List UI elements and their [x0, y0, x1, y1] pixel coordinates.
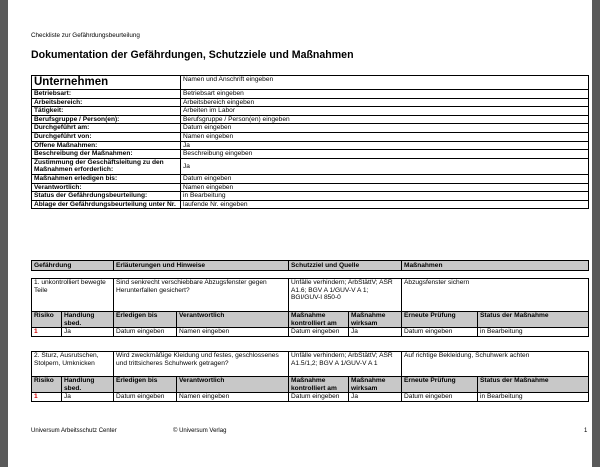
info-value[interactable]: Datum eingeben — [181, 174, 589, 183]
sub-risiko: Risiko — [32, 377, 62, 393]
info-value[interactable]: Berufsgruppe / Person(en) eingeben — [181, 115, 589, 124]
hazard-block-2 — [31, 351, 589, 402]
sub-status: Status der Maßnahme — [478, 312, 589, 328]
info-value[interactable]: in Bearbeitung — [181, 192, 589, 201]
sub-risiko: Risiko — [32, 312, 62, 328]
sub-wirksam: Maßnahme wirksam — [349, 377, 402, 393]
col-erlaeuterungen: Erläuterungen und Hinweise — [114, 261, 289, 271]
info-label: Tätigkeit: — [32, 107, 181, 116]
sub-pruefung: Erneute Prüfung — [402, 377, 478, 393]
unternehmen-label: Unternehmen — [32, 76, 181, 90]
hazard-protection-goal: Unfälle verhindern; ArbStättV; ASR A1.6; BGV A 1/GUV-V A 1; BGI/GUV-I 850-0 — [289, 279, 402, 312]
wirksam-value[interactable]: Ja — [349, 328, 402, 337]
sub-handlung: Handlung sbed. — [62, 312, 114, 328]
info-label: Beschreibung der Maßnahmen: — [32, 150, 181, 159]
info-label: Status der Gefährdungsbeurteilung: — [32, 192, 181, 201]
unternehmen-value[interactable]: Namen und Anschrift eingeben — [181, 76, 589, 90]
info-value[interactable]: Namen eingeben — [181, 183, 589, 192]
verantwortlich-value[interactable]: Namen eingeben — [177, 328, 289, 337]
hazard-explanation: Sind senkrecht verschiebbare Abzugsfenster gegen Herunterfallen gesichert? — [114, 279, 289, 312]
sub-verantwortlich: Verantwortlich — [177, 312, 289, 328]
sub-verantwortlich: Verantwortlich — [177, 377, 289, 393]
sub-erledigen: Erledigen bis — [114, 377, 177, 393]
erledigen-value[interactable]: Datum eingeben — [114, 393, 177, 402]
wirksam-value[interactable]: Ja — [349, 393, 402, 402]
page-number: 1 — [584, 428, 588, 434]
sub-pruefung: Erneute Prüfung — [402, 312, 478, 328]
hazard-name: 2. Sturz, Ausrutschen, Stolpern, Umknicken — [32, 352, 114, 377]
hazard-values-row — [32, 393, 589, 402]
info-label: Verantwortlich: — [32, 183, 181, 192]
info-row — [32, 158, 589, 174]
info-row — [32, 192, 589, 201]
info-label: Zustimmung der Geschäftsleitung zu den Maßnahmen erforderlich: — [32, 158, 181, 174]
info-row — [32, 90, 589, 99]
info-label: Arbeitsbereich: — [32, 98, 181, 107]
info-value[interactable]: laufende Nr. eingeben — [181, 200, 589, 209]
document-title: Dokumentation der Gefährdungen, Schutzziele und Maßnahmen — [31, 49, 354, 61]
info-value[interactable]: Beschreibung eingeben — [181, 150, 589, 159]
hazard-protection-goal: Unfälle verhindern; ArbStättV; ASR A1.5/1,2; BGV A 1/GUV-V A 1 — [289, 352, 402, 377]
status-value[interactable]: in Bearbeitung — [478, 328, 589, 337]
info-label: Durchgeführt am: — [32, 124, 181, 133]
sub-wirksam: Maßnahme wirksam — [349, 312, 402, 328]
hazard-description-row — [32, 279, 589, 312]
info-value[interactable]: Arbeiten im Labor — [181, 107, 589, 116]
hazard-subheader-row — [32, 312, 589, 328]
sub-erledigen: Erledigen bis — [114, 312, 177, 328]
info-value[interactable]: Ja — [181, 158, 589, 174]
info-row — [32, 107, 589, 116]
hazard-measure[interactable]: Abzugsfenster sichern — [402, 279, 589, 312]
info-row — [32, 200, 589, 209]
col-massnahmen: Maßnahmen — [402, 261, 589, 271]
verantwortlich-value[interactable]: Namen eingeben — [177, 393, 289, 402]
info-label: Betriebsart: — [32, 90, 181, 99]
info-value[interactable]: Namen eingeben — [181, 132, 589, 141]
sub-handlung: Handlung sbed. — [62, 377, 114, 393]
risk-value[interactable]: 1 — [32, 393, 62, 402]
info-row — [32, 174, 589, 183]
info-value[interactable]: Datum eingeben — [181, 124, 589, 133]
risk-value[interactable]: 1 — [32, 328, 62, 337]
hazard-column-header — [31, 260, 589, 271]
kontrolliert-value[interactable]: Datum eingeben — [289, 393, 349, 402]
info-value[interactable]: Betriebsart eingeben — [181, 90, 589, 99]
document-page — [8, 0, 592, 467]
col-gefaehrdung: Gefährdung — [32, 261, 114, 271]
info-label: Maßnahmen erledigen bis: — [32, 174, 181, 183]
pruefung-value[interactable]: Datum eingeben — [402, 393, 478, 402]
sub-kontrolliert: Maßnahme kontrolliert am — [289, 377, 349, 393]
info-label: Berufsgruppe / Person(en): — [32, 115, 181, 124]
company-info-table — [31, 75, 589, 209]
info-label: Offene Maßnahmen: — [32, 141, 181, 150]
info-value[interactable]: Ja — [181, 141, 589, 150]
info-row — [32, 132, 589, 141]
info-row — [32, 141, 589, 150]
info-label: Durchgeführt von: — [32, 132, 181, 141]
hazard-block-1 — [31, 278, 589, 337]
info-row — [32, 115, 589, 124]
hazard-explanation: Wird zweckmäßige Kleidung und festes, geschlossenes und trittsicheres Schuhwerk getragen? — [114, 352, 289, 377]
info-row — [32, 183, 589, 192]
hazard-values-row — [32, 328, 589, 337]
pruefung-value[interactable]: Datum eingeben — [402, 328, 478, 337]
hazard-measure[interactable]: Auf richtige Bekleidung, Schuhwerk achten — [402, 352, 589, 377]
col-schutzziel: Schutzziel und Quelle — [289, 261, 402, 271]
footer-copyright: © Universum Verlag — [173, 428, 227, 434]
hazard-name: 1. unkontrolliert bewegte Teile — [32, 279, 114, 312]
kontrolliert-value[interactable]: Datum eingeben — [289, 328, 349, 337]
info-row — [32, 98, 589, 107]
info-value[interactable]: Arbeitsbereich eingeben — [181, 98, 589, 107]
handlung-value[interactable]: Ja — [62, 393, 114, 402]
erledigen-value[interactable]: Datum eingeben — [114, 328, 177, 337]
info-row — [32, 150, 589, 159]
hazard-subheader-row — [32, 377, 589, 393]
handlung-value[interactable]: Ja — [62, 328, 114, 337]
document-header-label: Checkliste zur Gefährdungsbeurteilung — [31, 32, 140, 39]
sub-status: Status der Maßnahme — [478, 377, 589, 393]
info-row — [32, 124, 589, 133]
sub-kontrolliert: Maßnahme kontrolliert am — [289, 312, 349, 328]
footer-left: Universum Arbeitsschutz Center — [31, 428, 117, 434]
info-label: Ablage der Gefährdungsbeurteilung unter Nr. — [32, 200, 181, 209]
status-value[interactable]: in Bearbeitung — [478, 393, 589, 402]
info-row-unternehmen — [32, 76, 589, 90]
hazard-description-row — [32, 352, 589, 377]
